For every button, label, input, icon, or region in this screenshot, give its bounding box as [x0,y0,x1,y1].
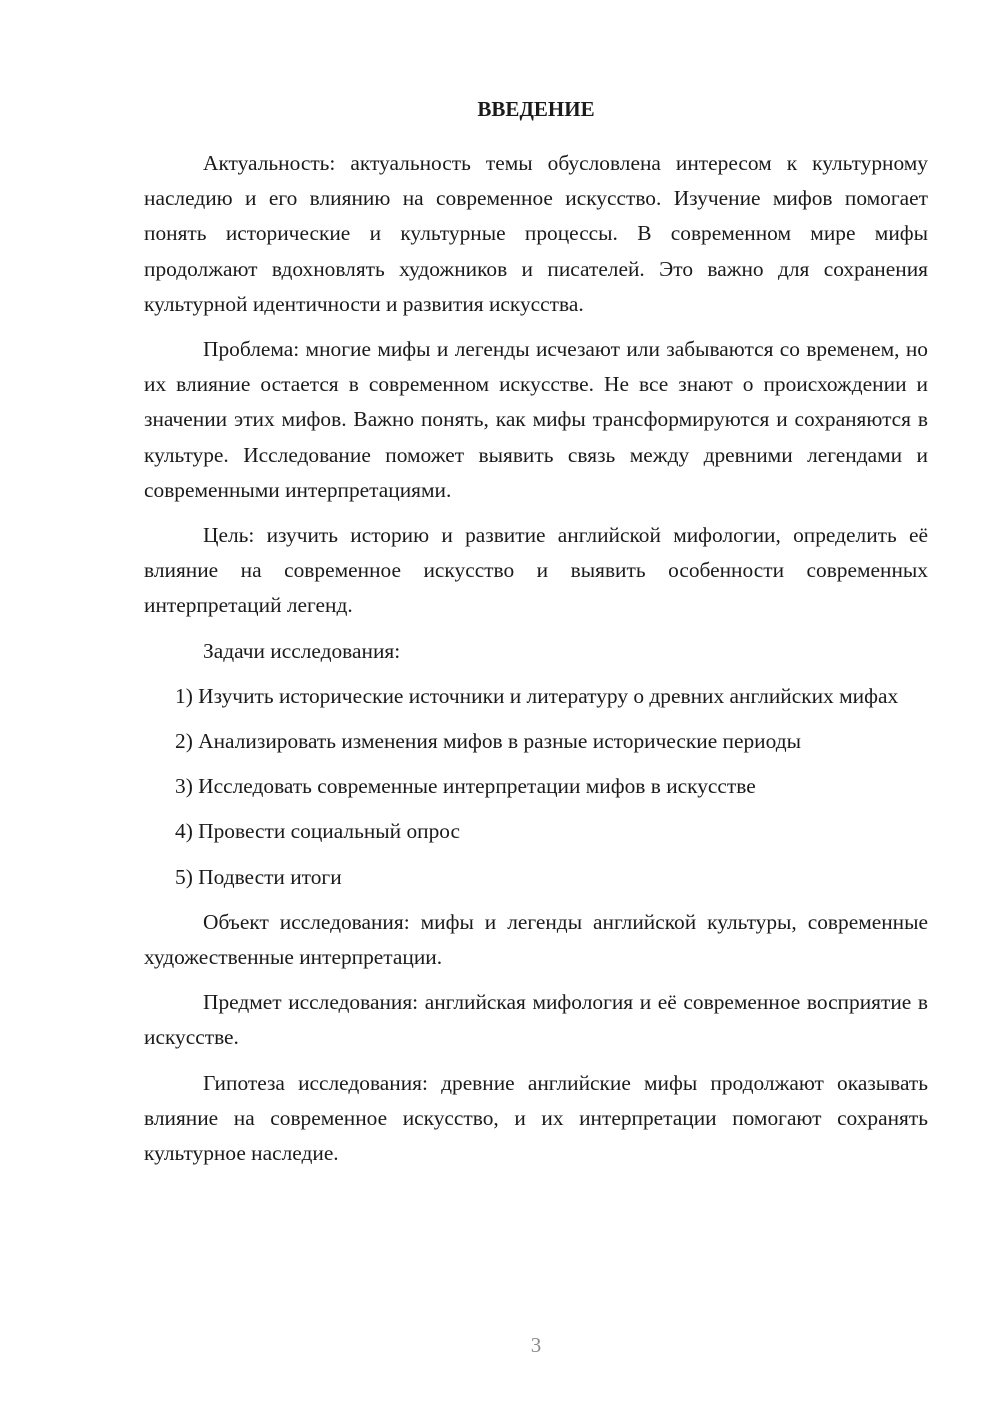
document-page [144,94,928,1181]
page-number: 3 [530,1333,542,1357]
object-paragraph: Объект исследования: мифы и легенды английской культуры, современные художественные интерпретации. [144,909,928,970]
relevance-paragraph: Актуальность: актуальность темы обусловлена интересом к культурному наследию и его влиянию на современное искусство. Изучение мифов помогает понять исторические и культурные процессы. В современном мире мифы продолжают вдохновлять художников и писателей. Это важно для сохранения культурной идентичности и развития искусства. [144,151,928,316]
task-item: 5) Подвести итоги [175,864,342,889]
tasks-title: Задачи исследования: [203,638,401,663]
task-item: 2) Анализировать изменения мифов в разные исторические периоды [175,729,801,754]
tasks-list [144,679,928,895]
task-item: 3) Исследовать современные интерпретации мифов в искусстве [175,774,756,799]
problem-paragraph: Проблема: многие мифы и легенды исчезают или забываются со временем, но их влияние остается в современном искусстве. Не все знают о происхождении и значении этих мифов. Важно понять, как мифы трансформируются и сохраняются в культуре. Исследование поможет выявить связь между древними легендами и современными интерпретациями. [144,337,928,502]
goal-paragraph: Цель: изучить историю и развитие английской мифологии, определить её влияние на современное искусство и выявить особенности современных интерпретаций легенд. [144,523,928,618]
subject-paragraph: Предмет исследования: английская мифология и её современное восприятие в искусстве. [144,990,928,1050]
hypothesis-paragraph: Гипотеза исследования: древние английские мифы продолжают оказывать влияние на современное искусство, и их интерпретации помогают сохранять культурное наследие. [144,1070,928,1166]
task-item: 4) Провести социальный опрос [175,819,461,844]
page-title: ВВЕДЕНИЕ [477,97,595,121]
task-item: 1) Изучить исторические источники и литературу о древних английских мифах [175,683,899,708]
